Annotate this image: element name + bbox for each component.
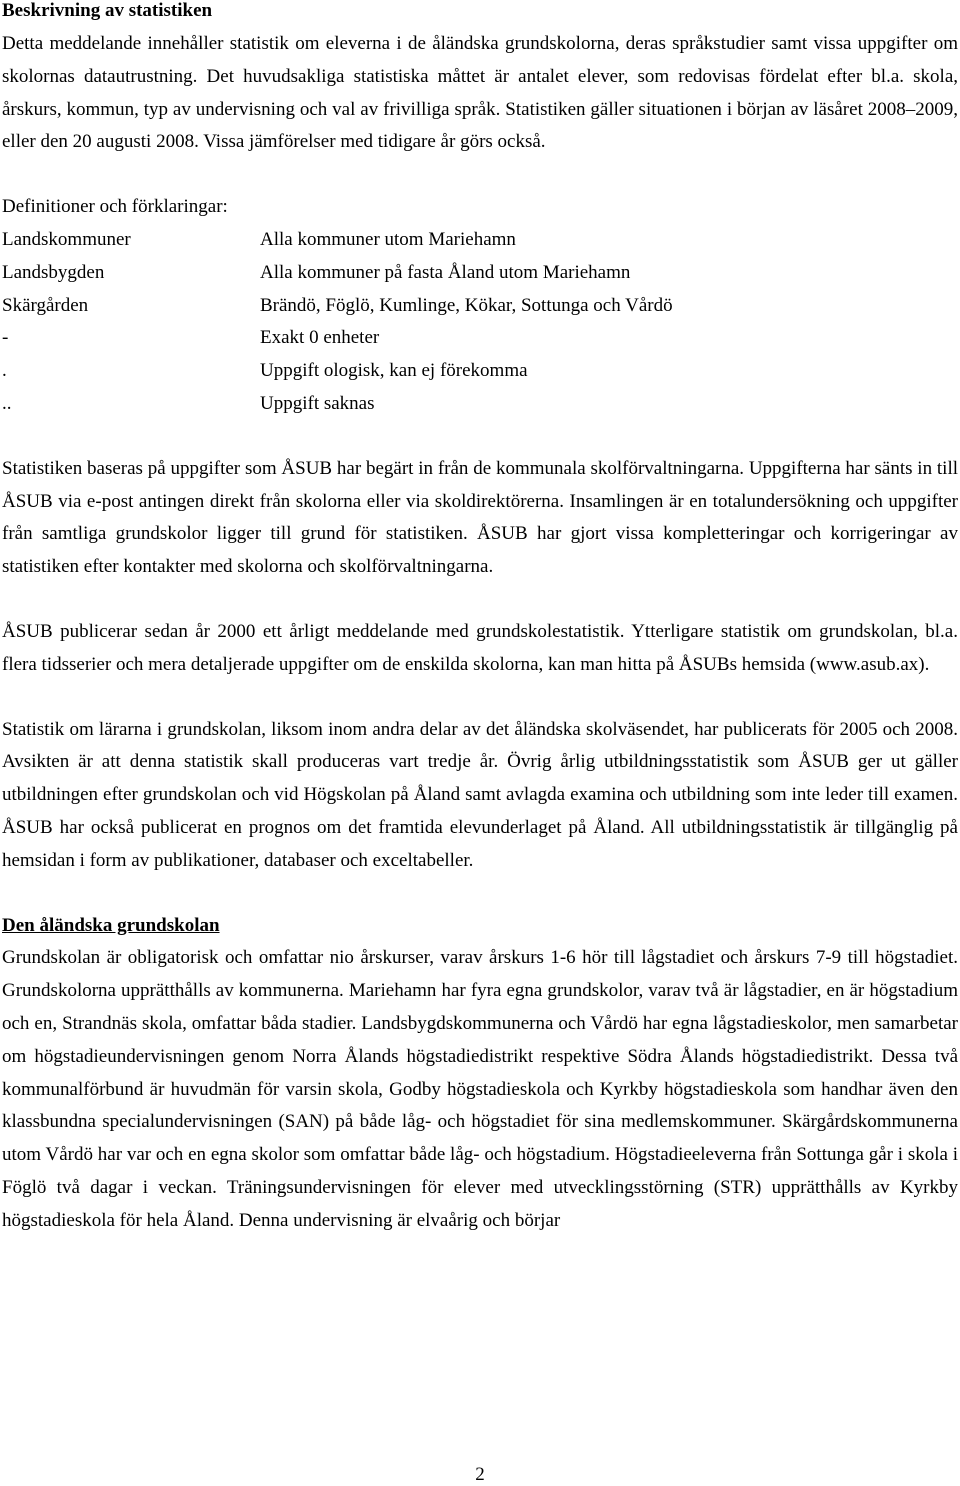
teachers-paragraph: Statistik om lärarna i grundskolan, liksom inom andra delar av det åländska skolväsendet, har publicerats för 2005 och 2008. Avsikten är att denna statistik skall produceras vart tredje år. Övrig årlig utbildningsstatistik som ÅSUB ger ut gäller utbildningen efter grundskolan och vid Högskolan på Åland samt avlagda examina och utbildning som inte leder till examen. ÅSUB har också publicerat en prognos om det framtida elevunderlaget på Åland. All utbildningsstatistik är tillgänglig på hemsidan i form av publikationer, databaser och exceltabeller. [2, 718, 958, 871]
definition-row [2, 355, 958, 388]
definition-row [2, 322, 958, 355]
definition-term: - [2, 327, 9, 349]
school-paragraph: Grundskolan är obligatorisk och omfattar nio årskurser, varav årskurs 1-6 hör till lågstadiet och årskurs 7-9 till högstadiet. Grundskolorna upprätthålls av kommunerna. Mariehamn har fyra egna grundskolor, varav två är lågstadier, en är högstadium och en, Strandnäs skola, omfattar båda stadier. Landsbygdskommunerna och Vårdö har egna lågstadieskolor, men samarbetar om högstadieundervisningen genom Norra Ålands högstadiedistrikt respektive Södra Ålands högstadiedistrikt. Dessa två kommunalförbund är huvudmän för varsin skola, Godby högstadieskola och Kyrkby högstadieskola som handhar även den klassbundna specialundervisningen (SAN) på både låg- och högstadiet för sina medlemskommuner. Skärgårdskommunerna utom Vårdö har var och en egna skolor som omfattar både låg- och högstadium. Högstadieeleverna från Sottunga går i skola i Föglö två dagar i veckan. Träningsundervisningen för elever med utvecklingsstörning (STR) upprätthålls av Kyrkby högstadieskola för hela Åland. Denna undervisning är elvaårig och börjar [2, 947, 958, 1231]
definition-term: Landskommuner [2, 228, 131, 250]
spacer [2, 878, 958, 910]
page-heading: Beskrivning av statistiken [2, 0, 213, 21]
definitions-title: Definitioner och förklaringar: [2, 196, 228, 218]
spacer [2, 421, 958, 453]
definition-desc: Exakt 0 enheter [260, 327, 380, 349]
intro-paragraph: Detta meddelande innehåller statistik om eleverna i de åländska grundskolorna, deras språkstudier samt vissa uppgifter om skolornas datautrustning. Det huvudsakliga statistiska måttet är antalet elever, som redovisas fördelat efter bl.a. skola, årskurs, kommun, typ av undervisning och val av frivilliga språk. Statistiken gäller situationen i början av läsåret 2008–2009, eller den 20 augusti 2008. Vissa jämförelser med tidigare år görs också. [2, 33, 958, 153]
definition-desc: Alla kommuner på fasta Åland utom Mariehamn [260, 261, 631, 283]
definition-row [2, 224, 958, 257]
definition-row [2, 290, 958, 323]
definition-row [2, 257, 958, 290]
definition-term: . [2, 360, 7, 382]
page-number: 2 [475, 1464, 485, 1485]
definition-desc: Uppgift ologisk, kan ej förekomma [260, 360, 528, 382]
definition-desc: Alla kommuner utom Mariehamn [260, 228, 516, 250]
definition-term: Landsbygden [2, 261, 105, 283]
spacer [2, 584, 958, 616]
document-page [2, 0, 958, 1238]
source-paragraph: Statistiken baseras på uppgifter som ÅSUB har begärt in från de kommunala skolförvaltningarna. Uppgifterna har sänts in till ÅSUB via e-post antingen direkt från skolorna eller via skoldirektörerna. Insamlingen är en totalundersökning och uppgifter från samtliga grundskolor ligger till grund för statistiken. ÅSUB har gjort vissa kompletteringar och korrigeringar av statistiken efter kontakter med skolorna och skolförvaltningarna. [2, 457, 958, 578]
publish-paragraph: ÅSUB publicerar sedan år 2000 ett årligt meddelande med grundskolestatistik. Ytterligare statistik om grundskolan, bl.a. flera tidsserier och mera detaljerade uppgifter om de enskilda skolorna, kan man hitta på ÅSUBs hemsida (www.asub.ax). [2, 620, 958, 675]
spacer [2, 159, 958, 191]
spacer [2, 682, 958, 714]
definition-desc: Uppgift saknas [260, 392, 375, 414]
section-heading: Den åländska grundskolan [2, 914, 220, 936]
definition-term: Skärgården [2, 294, 89, 316]
definition-term: .. [2, 392, 12, 414]
definition-row [2, 388, 958, 421]
definition-desc: Brändö, Föglö, Kumlinge, Kökar, Sottunga och Vårdö [260, 294, 673, 316]
definitions-list [2, 224, 958, 421]
